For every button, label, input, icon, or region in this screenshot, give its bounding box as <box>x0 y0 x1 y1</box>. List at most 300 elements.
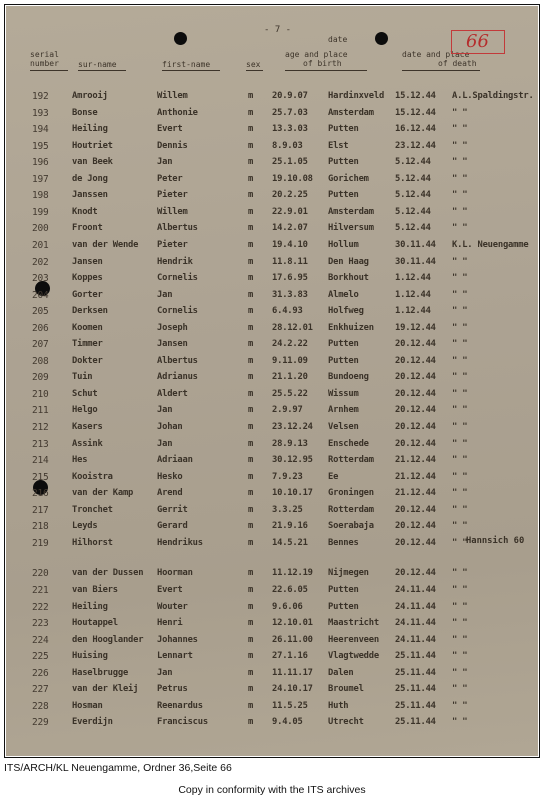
birth-date: 2.9.97 <box>272 405 303 416</box>
col-header-serial-2: number <box>30 59 59 68</box>
table-row <box>6 90 538 103</box>
surname: Houtriet <box>72 140 113 151</box>
serial-number: 218 <box>32 521 49 533</box>
table-row <box>6 123 538 136</box>
death-place: " " <box>452 601 468 612</box>
first-name: Gerard <box>157 521 188 532</box>
death-date: 21.12.44 <box>395 471 436 482</box>
surname: Amrooij <box>72 91 108 101</box>
serial-number: 201 <box>32 240 49 251</box>
table-row <box>6 537 538 550</box>
birth-place: Ee <box>328 471 339 482</box>
sex: m <box>248 405 254 416</box>
sex: m <box>248 173 254 184</box>
birth-date: 27.1.16 <box>272 651 308 662</box>
birth-place: Bundoeng <box>328 372 369 383</box>
birth-date: 25.1.05 <box>272 157 308 168</box>
death-place: " " <box>452 372 468 383</box>
serial-number: 225 <box>32 651 49 663</box>
surname: Huising <box>72 651 108 662</box>
surname: Haselbrugge <box>72 667 129 678</box>
death-place: " " <box>452 273 468 284</box>
sex: m <box>248 618 254 629</box>
death-place: " " <box>452 504 468 515</box>
first-name: Jansen <box>157 339 188 350</box>
sex: m <box>248 521 254 532</box>
sex: m <box>248 339 254 350</box>
death-place: K.L. Neuengamme <box>452 240 529 250</box>
serial-number: 222 <box>32 601 49 613</box>
sex: m <box>248 91 254 101</box>
death-place: " " <box>452 455 468 466</box>
serial-number: 215 <box>32 471 49 483</box>
death-place: " " <box>452 422 468 432</box>
surname: Heiling <box>72 124 108 135</box>
birth-date: 11.12.19 <box>272 568 313 579</box>
sex: m <box>248 355 254 366</box>
document-frame <box>4 4 540 758</box>
death-place: " " <box>452 140 468 151</box>
death-place: " " <box>452 206 468 217</box>
surname: Tuin <box>72 372 93 383</box>
death-date: 20.12.44 <box>395 568 436 579</box>
table-row <box>6 617 538 630</box>
serial-number: 214 <box>32 455 49 467</box>
surname: Heiling <box>72 601 108 612</box>
serial-number: 219 <box>32 537 49 549</box>
birth-date: 21.1.20 <box>272 372 308 383</box>
serial-number: 221 <box>32 585 49 596</box>
table-row <box>6 289 538 302</box>
serial-number: 205 <box>32 306 49 318</box>
surname: van der Dussen <box>72 568 144 579</box>
death-date: 5.12.44 <box>395 157 431 168</box>
table-row <box>6 567 538 580</box>
sex: m <box>248 585 254 595</box>
table-row <box>6 716 538 729</box>
death-date: 16.12.44 <box>395 124 436 135</box>
birth-place: Hilversum <box>328 223 374 234</box>
birth-date: 25.7.03 <box>272 107 308 118</box>
underline <box>402 70 480 71</box>
birth-place: Velsen <box>328 422 359 432</box>
first-name: Lennart <box>157 651 193 662</box>
surname: van Biers <box>72 585 118 595</box>
birth-date: 12.10.01 <box>272 618 313 629</box>
sex: m <box>248 240 254 250</box>
table-row <box>6 338 538 351</box>
first-name: Pieter <box>157 240 188 250</box>
surname: Dokter <box>72 355 103 366</box>
birth-place: Enschede <box>328 438 369 449</box>
birth-place: Nijmegen <box>328 568 369 579</box>
birth-place: Putten <box>328 585 359 595</box>
surname: Houtappel <box>72 618 118 629</box>
birth-place: Rotterdam <box>328 504 374 515</box>
table-row <box>6 487 538 500</box>
sex: m <box>248 256 254 267</box>
margin-note: Hannsich 60 <box>466 536 525 546</box>
birth-place: Putten <box>328 601 359 612</box>
sex: m <box>248 700 254 711</box>
surname: van der Kamp <box>72 488 134 499</box>
serial-number: 228 <box>32 700 49 712</box>
serial-number: 206 <box>32 322 49 334</box>
birth-date: 20.9.07 <box>272 91 308 101</box>
surname: den Hooglander <box>72 634 144 645</box>
table-row <box>6 107 538 120</box>
table-row <box>6 239 538 252</box>
death-place: " " <box>452 684 468 695</box>
birth-date: 20.2.25 <box>272 190 308 201</box>
death-place: " " <box>452 471 468 482</box>
first-name: Gerrit <box>157 504 188 515</box>
sex: m <box>248 601 254 612</box>
death-place: " " <box>452 223 468 234</box>
birth-place: Putten <box>328 355 359 366</box>
sex: m <box>248 322 254 333</box>
punch-hole-left <box>174 32 187 45</box>
page-number: - 7 - <box>264 25 292 35</box>
first-name: Hoorman <box>157 568 193 579</box>
serial-number: 204 <box>32 289 49 301</box>
death-date: 24.11.44 <box>395 618 436 629</box>
col-header-serial: serial <box>30 50 59 59</box>
birth-date: 28.9.13 <box>272 438 308 449</box>
sex: m <box>248 471 254 482</box>
birth-date: 19.4.10 <box>272 240 308 250</box>
col-header-firstname: first-name <box>162 60 211 69</box>
first-name: Jan <box>157 438 173 449</box>
table-row <box>6 140 538 153</box>
conformity-note: Copy in conformity with the ITS archives <box>178 784 366 796</box>
birth-date: 9.4.05 <box>272 717 303 728</box>
death-date: 24.11.44 <box>395 634 436 645</box>
table-row <box>6 173 538 186</box>
sex: m <box>248 206 254 217</box>
table-row <box>6 421 538 434</box>
death-place: " " <box>452 190 468 201</box>
sex: m <box>248 684 254 695</box>
page-stamp <box>451 30 505 54</box>
birth-date: 11.5.25 <box>272 700 308 711</box>
birth-place: Arnhem <box>328 405 359 416</box>
col-header-birth: age and place <box>285 50 348 59</box>
first-name: Albertus <box>157 355 198 366</box>
birth-place: Wissum <box>328 388 359 399</box>
surname: Hilhorst <box>72 537 113 548</box>
death-date: 20.12.44 <box>395 521 436 532</box>
serial-number: 198 <box>32 190 49 202</box>
surname: Schut <box>72 388 98 399</box>
death-place: " " <box>452 667 468 678</box>
birth-date: 19.10.08 <box>272 173 313 184</box>
surname: Hosman <box>72 700 103 711</box>
first-name: Wouter <box>157 601 188 612</box>
birth-place: Groningen <box>328 488 374 499</box>
sex: m <box>248 438 254 449</box>
death-date: 1.12.44 <box>395 289 431 300</box>
col-header-death: date and place <box>402 50 470 59</box>
sex: m <box>248 388 254 399</box>
death-place: " " <box>452 651 468 662</box>
birth-date: 21.9.16 <box>272 521 308 532</box>
death-date: 1.12.44 <box>395 273 431 284</box>
birth-place: Bennes <box>328 537 359 548</box>
col-header-death-2: of death <box>438 59 477 68</box>
table-row <box>6 650 538 663</box>
first-name: Willem <box>157 206 188 217</box>
sex: m <box>248 568 254 579</box>
surname: Bonse <box>72 107 98 118</box>
birth-place: Putten <box>328 157 359 168</box>
sex: m <box>248 634 254 645</box>
first-name: Pieter <box>157 190 188 201</box>
first-name: Hendrik <box>157 256 193 267</box>
surname: Timmer <box>72 339 103 350</box>
table-row <box>6 700 538 713</box>
table-row <box>6 454 538 467</box>
serial-number: 211 <box>32 405 49 417</box>
death-date: 25.11.44 <box>395 684 436 695</box>
sex: m <box>248 537 254 548</box>
birth-place: Enkhuizen <box>328 322 374 333</box>
table-row <box>6 206 538 219</box>
first-name: Aldert <box>157 388 188 399</box>
first-name: Franciscus <box>157 717 208 728</box>
first-name: Jan <box>157 157 173 168</box>
sex: m <box>248 306 254 317</box>
sex: m <box>248 289 254 300</box>
birth-date: 31.3.83 <box>272 289 308 300</box>
first-name: Hesko <box>157 471 183 482</box>
stamp-number: 66 <box>466 31 489 52</box>
death-date: 15.12.44 <box>395 107 436 118</box>
death-date: 1.12.44 <box>395 306 431 317</box>
death-date: 30.11.44 <box>395 256 436 267</box>
death-place: " " <box>452 322 468 333</box>
death-date: 5.12.44 <box>395 206 431 217</box>
birth-place: Broumel <box>328 684 364 695</box>
sex: m <box>248 717 254 728</box>
birth-place: Maastricht <box>328 618 379 629</box>
first-name: Peter <box>157 173 183 184</box>
surname: Assink <box>72 438 103 449</box>
birth-date: 25.5.22 <box>272 388 308 399</box>
death-date: 5.12.44 <box>395 173 431 184</box>
serial-number: 210 <box>32 388 49 400</box>
birth-place: Elst <box>328 140 349 151</box>
death-place: " " <box>452 173 468 184</box>
table-row <box>6 667 538 680</box>
surname: Jansen <box>72 256 103 267</box>
first-name: Evert <box>157 124 183 135</box>
death-date: 25.11.44 <box>395 700 436 711</box>
surname: Everdijn <box>72 717 113 728</box>
table-row <box>6 256 538 269</box>
table-row <box>6 156 538 169</box>
first-name: Willem <box>157 91 188 101</box>
birth-date: 8.9.03 <box>272 140 303 151</box>
table-row <box>6 520 538 533</box>
serial-number: 196 <box>32 157 49 169</box>
death-place: " " <box>452 289 468 300</box>
birth-date: 9.6.06 <box>272 601 303 612</box>
death-date: 20.12.44 <box>395 388 436 399</box>
death-date: 20.12.44 <box>395 422 436 432</box>
sex: m <box>248 651 254 662</box>
first-name: Joseph <box>157 322 188 333</box>
table-row <box>6 601 538 614</box>
surname: Janssen <box>72 190 108 201</box>
birth-date: 23.12.24 <box>272 422 313 432</box>
table-row <box>6 683 538 696</box>
first-name: Arend <box>157 488 183 499</box>
surname: Koomen <box>72 322 103 333</box>
first-name: Reenardus <box>157 700 203 711</box>
birth-date: 7.9.23 <box>272 471 303 482</box>
death-place: " " <box>452 717 468 728</box>
death-place: " " <box>452 339 468 350</box>
death-place: " " <box>452 388 468 399</box>
death-place: " " <box>452 256 468 267</box>
table-row <box>6 322 538 335</box>
serial-number: 207 <box>32 339 49 351</box>
serial-number: 213 <box>32 438 49 450</box>
death-place: " " <box>452 107 468 118</box>
birth-place: Borkhout <box>328 273 369 284</box>
sex: m <box>248 488 254 499</box>
death-date: 20.12.44 <box>395 504 436 515</box>
serial-number: 227 <box>32 684 49 696</box>
first-name: Johan <box>157 422 183 432</box>
birth-date: 9.11.09 <box>272 355 308 366</box>
surname: Gorter <box>72 289 103 300</box>
birth-place: Amsterdam <box>328 206 374 217</box>
serial-number: 199 <box>32 206 49 218</box>
birth-date: 6.4.93 <box>272 306 303 317</box>
serial-number: 200 <box>32 223 49 235</box>
death-place: " " <box>452 634 468 645</box>
table-row <box>6 438 538 451</box>
serial-number: 212 <box>32 422 49 433</box>
sex: m <box>248 504 254 515</box>
death-date: 5.12.44 <box>395 223 431 234</box>
birth-place: Amsterdam <box>328 107 374 118</box>
birth-date: 14.2.07 <box>272 223 308 234</box>
serial-number: 224 <box>32 634 49 646</box>
surname: van Beek <box>72 157 113 168</box>
death-date: 20.12.44 <box>395 372 436 383</box>
birth-date: 28.12.01 <box>272 322 313 333</box>
serial-number: 208 <box>32 355 49 367</box>
birth-place: Gorichem <box>328 173 369 184</box>
sex: m <box>248 422 254 432</box>
birth-place: Rotterdam <box>328 455 374 466</box>
surname: Leyds <box>72 521 98 532</box>
birth-date: 24.10.17 <box>272 684 313 695</box>
table-row <box>6 371 538 384</box>
death-date: 24.11.44 <box>395 601 436 612</box>
serial-number: 223 <box>32 618 49 630</box>
table-row <box>6 404 538 417</box>
birth-place: Soerabaja <box>328 521 374 532</box>
surname: Helgo <box>72 405 98 416</box>
table-row <box>6 504 538 517</box>
surname: de Jong <box>72 173 108 184</box>
serial-number: 216 <box>32 488 49 500</box>
first-name: Albertus <box>157 223 198 234</box>
table-row <box>6 634 538 647</box>
birth-place: Almelo <box>328 289 359 300</box>
underline <box>285 70 367 71</box>
sex: m <box>248 667 254 678</box>
underline <box>246 70 263 71</box>
table-row <box>6 388 538 401</box>
birth-date: 3.3.25 <box>272 504 303 515</box>
death-date: 20.12.44 <box>395 339 436 350</box>
first-name: Jan <box>157 667 173 678</box>
first-name: Adriaan <box>157 455 193 466</box>
serial-number: 209 <box>32 372 49 384</box>
birth-date: 13.3.03 <box>272 124 308 135</box>
col-header-sex: sex <box>246 60 261 69</box>
death-date: 21.12.44 <box>395 488 436 499</box>
death-date: 25.11.44 <box>395 717 436 728</box>
death-date: 23.12.44 <box>395 140 436 151</box>
surname: Tronchet <box>72 504 113 515</box>
sex: m <box>248 223 254 234</box>
death-place: " " <box>452 488 468 499</box>
sex: m <box>248 273 254 284</box>
birth-date: 11.8.11 <box>272 256 308 267</box>
birth-place: Putten <box>328 339 359 350</box>
surname: van der Kleij <box>72 684 139 695</box>
death-place: " " <box>452 585 468 595</box>
death-place: " " <box>452 306 468 317</box>
date-label: date <box>328 35 348 44</box>
first-name: Cornelis <box>157 273 198 284</box>
birth-place: Putten <box>328 190 359 201</box>
surname: Kasers <box>72 422 103 432</box>
birth-date: 30.12.95 <box>272 455 313 466</box>
first-name: Cornelis <box>157 306 198 317</box>
col-header-surname: sur-name <box>78 60 117 69</box>
underline <box>78 70 126 71</box>
document-page <box>6 6 538 756</box>
table-row <box>6 471 538 484</box>
table-row <box>6 272 538 285</box>
birth-place: Dalen <box>328 667 354 678</box>
birth-date: 10.10.17 <box>272 488 313 499</box>
death-place: " " <box>452 568 468 579</box>
death-place: " " <box>452 124 468 135</box>
surname: Hes <box>72 455 88 466</box>
serial-number: 195 <box>32 140 49 152</box>
first-name: Dennis <box>157 140 188 151</box>
death-date: 20.12.44 <box>395 537 436 548</box>
underline <box>162 70 220 71</box>
birth-date: 11.11.17 <box>272 667 313 678</box>
death-place: " " <box>452 537 468 548</box>
death-place: A.L.Spaldingstr. <box>452 91 534 101</box>
serial-number: 192 <box>32 91 49 102</box>
birth-date: 14.5.21 <box>272 537 308 548</box>
death-place: " " <box>452 618 468 629</box>
death-date: 20.12.44 <box>395 438 436 449</box>
death-date: 25.11.44 <box>395 667 436 678</box>
serial-number: 229 <box>32 717 49 729</box>
